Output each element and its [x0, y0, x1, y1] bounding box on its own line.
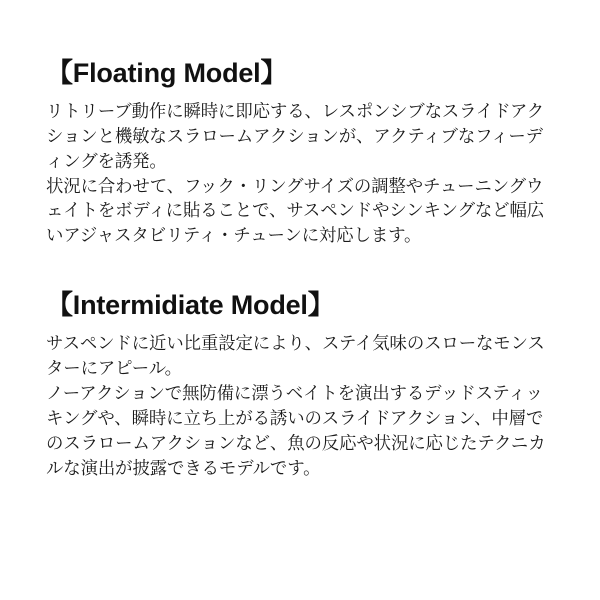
section-title-floating-model: 【Floating Model】 [46, 58, 288, 88]
section-paragraph: リトリーブ動作に瞬時に即応する、レスポンシブなスライドアクションと機敏なスラロームアクションが、アクティブなフィーディングを誘発。 [46, 100, 545, 171]
section-paragraph: ノーアクションで無防備に漂うベイトを演出するデッドスティッキングや、瞬時に立ち上がる誘いのスライドアクション、中層でのスラロームアクションなど、魚の反応や状況に応じたテクニカルな演出が披露できるモデルです。 [46, 382, 546, 478]
section-floating-model [46, 58, 558, 248]
section-paragraph: サスペンドに近い比重設定により、ステイ気味のスローなモンスターにアピール。 [46, 333, 545, 378]
section-paragraph: 状況に合わせて、フック・リングサイズの調整やチューニングウェイトをボディに貼ることで、サスペンドやシンキングなど幅広いアジャスタビリティ・チューンに対応します。 [46, 175, 545, 246]
section-intermidiate-model [46, 290, 558, 480]
section-title-intermidiate-model: 【Intermidiate Model】 [46, 290, 335, 321]
